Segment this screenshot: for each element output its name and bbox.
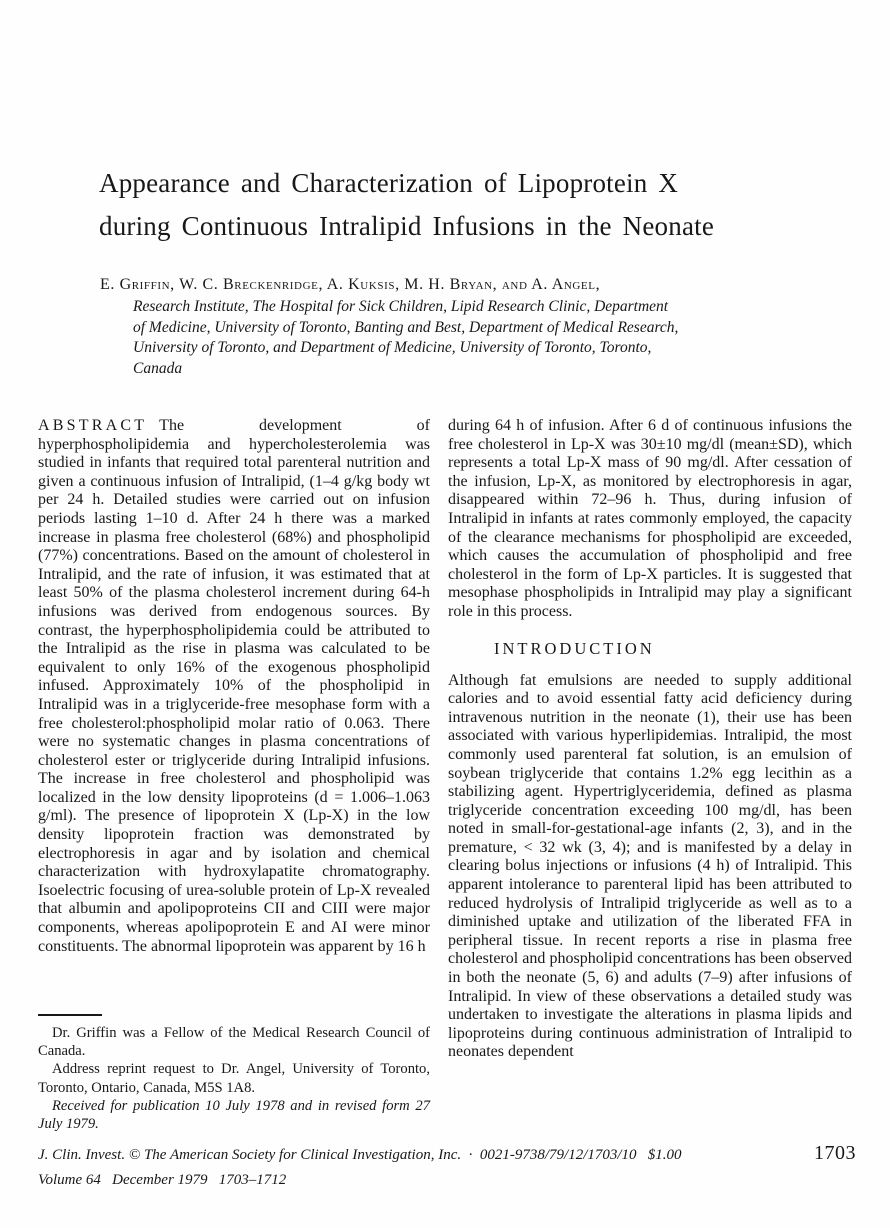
- footer-line-1: [38, 1142, 856, 1165]
- footnote-divider: [38, 1014, 102, 1016]
- abstract-text-part1: The development of hyperphospholipidemia and hypercholesterolemia was studied in infants that required total parenteral nutrition and given a continuous infusion of Intralipid, (1–4 g/kg body wt per 24 h. Detailed studies were carried out on infusion periods lasting 1–10 d. After 24 h there was a marked increase in plasma free cholesterol (68%) and phospholipid (77%) concentrations. Based on the amount of cholesterol in Intralipid, and the rate of infusion, it was estimated that at least 50% of the plasma cholesterol increment during 64-h infusions was derived from endogenous sources. By contrast, the hyperphospholipidemia could be attributed to the Intralipid as the rise in plasma was calculated to be equivalent to only 16% of the exogenous phospholipid infused. Approximately 10% of the phospholipid in Intralipid was in a triglyceride-free mesophase form with a free cholesterol:phospholipid molar ratio of 0.063. There were no systematic changes in plasma concentrations of cholesterol ester or triglyceride during Intralipid infusions. The increase in free cholesterol and phospholipid was localized in the low density lipoproteins (d = 1.006–1.063 g/ml). The presence of lipoprotein X (Lp-X) in the low density lipoprotein fraction was demonstrated by electrophoresis in agar and by isolation and chemical characterization with hydroxylapatite chromatography. Isoelectric focusing of urea-soluble protein of Lp-X revealed that albumin and apolipoproteins CII and CIII were major components, whereas apolipoprotein E and AI were minor constituents. The abnormal lipoprotein was apparent by 16 h: [38, 417, 430, 955]
- footer-page-number: 1703: [814, 1142, 856, 1164]
- affiliation-text: Research Institute, The Hospital for Sick Children, Lipid Research Clinic, Department of Medicine, University of Toronto, Banting and Best, Department of Medical Research, University of Toronto, and Department of Medicine, University of Toronto, Toronto, Canada: [133, 298, 679, 377]
- footer-volume-line: Volume 64 December 1979 1703–1712: [38, 1172, 287, 1188]
- footer-journal-line: J. Clin. Invest. © The American Society for Clinical Investigation, Inc. · 0021-9738/79/12/1703/10 $1.00: [38, 1147, 682, 1163]
- title-line-1: Appearance and Characterization of Lipoprotein X: [99, 168, 679, 198]
- left-column: [38, 417, 430, 956]
- footnote-block: [38, 1014, 430, 1133]
- footnote-received: Received for publication 10 July 1978 and in revised form 27 July 1979.: [38, 1097, 430, 1133]
- abstract-paragraph: [38, 417, 430, 956]
- abstract-label: ABSTRACT: [38, 417, 148, 434]
- introduction-heading: INTRODUCTION: [494, 638, 655, 658]
- page-title: [99, 162, 829, 248]
- right-column: [448, 417, 852, 1062]
- page-footer: [38, 1142, 856, 1189]
- abstract-continuation: during 64 h of infusion. After 6 d of continuous infusions the free cholesterol in Lp-X was 30±10 mg/dl (mean±SD), which represents a total Lp-X mass of 90 mg/dl. After cessation of the infusion, Lp-X, as monitored by electrophoresis in agar, disappeared within 72–96 h. Thus, during infusion of Intralipid in infants at rates commonly employed, the capacity of the clearance mechanisms for phospholipid are exceeded, which causes the accumulation of phospholipid and free cholesterol in the form of Lp-X particles. It is suggested that mesophase phospholipids in Intralipid may play a significant role in this process.: [448, 417, 852, 620]
- introduction-paragraph: Although fat emulsions are needed to supply additional calories and to avoid essential fatty acid deficiency during intravenous nutrition in the neonate (1), their use has been associated with various hyperlipidemias. Intralipid, the most commonly used parenteral fat solution, is an emulsion of soybean triglyceride that contains 1.2% egg lecithin as a stabilizing agent. Hypertriglyceridemia, defined as plasma triglyceride concentration exceeding 100 mg/dl, has been noted in small-for-gestational-age infants (2, 3), and in the premature, < 32 wk (3, 4); and is manifested by a delay in clearing bolus injections or infusions (4 h) of Intralipid. This apparent intolerance to parenteral lipid has been attributed to reduced hydrolysis of Intralipid triglyceride as well as to a diminished uptake and utilization of the liberated FFA in peripheral tissue. In recent reports a rise in plasma free cholesterol and phospholipid concentrations has been observed in both the neonate (5, 6) and adults (7–9) after infusions of Intralipid. In view of these observations a detailed study was undertaken to investigate the alterations in plasma lipids and lipoproteins during continuous administration of Intralipid to neonates dependent: [448, 671, 852, 1061]
- authors-line: E. Griffin, W. C. Breckenridge, A. Kuksis, M. H. Bryan, and A. Angel,: [100, 276, 601, 293]
- footnote-reprint: Address reprint request to Dr. Angel, University of Toronto, Toronto, Ontario, Canada, M5S 1A8.: [38, 1061, 430, 1096]
- footnote-fellowship: Dr. Griffin was a Fellow of the Medical Research Council of Canada.: [38, 1025, 430, 1060]
- title-line-2: during Continuous Intralipid Infusions in the Neonate: [99, 211, 715, 241]
